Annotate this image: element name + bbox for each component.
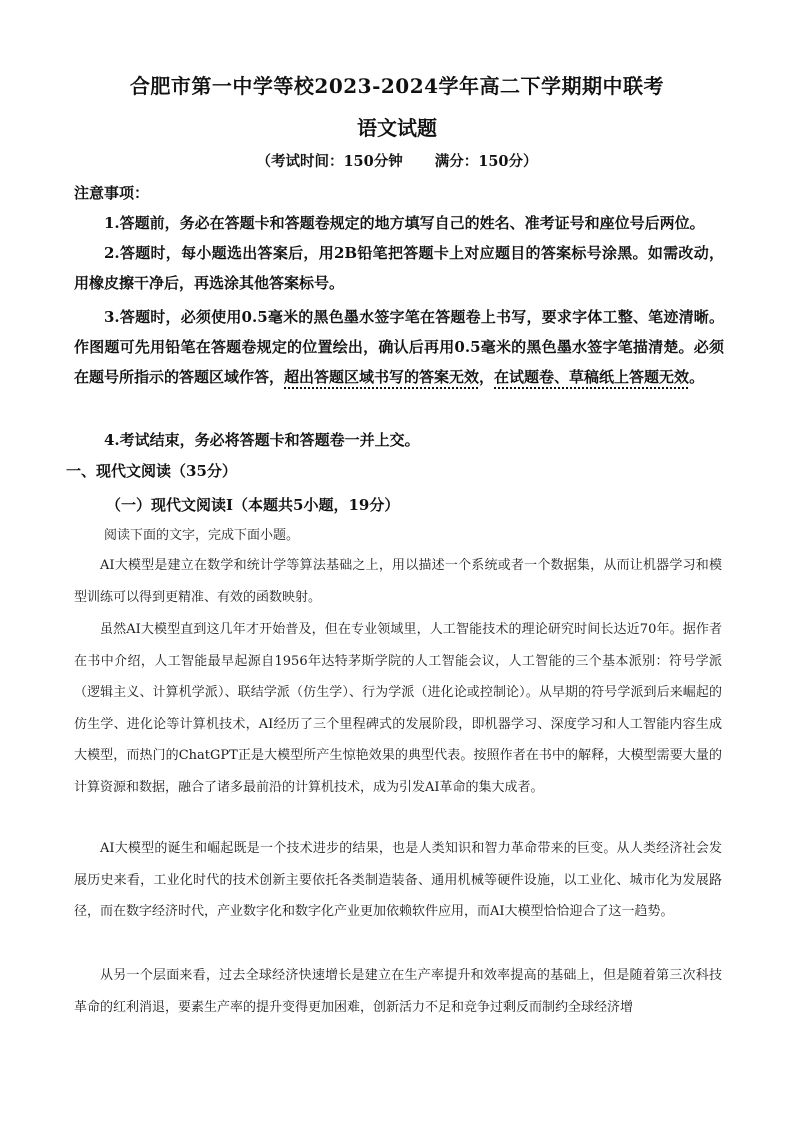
notice-item-3-emphasis-2: 在试题卷、草稿纸上答题无效 [494, 368, 690, 386]
notice-item-3-emphasis-1: 超出答题区域书写的答案无效 [284, 368, 480, 386]
reading-instruction: 阅读下面的文字，完成下面小题。 [104, 528, 300, 543]
page-subtitle: 语文试题 [357, 116, 437, 140]
passage-paragraph-4: 从另一个层面来看，过去全球经济快速增长是建立在生产率提升和效率提高的基础上，但是随着第三次科技革命的红利消退，要素生产率的提升变得更加困难，创新活力不足和竞争过剩反而制约全球经济增 [74, 968, 722, 1015]
notice-item-3-part-a: 3.答题时，必须使用0.5毫米的黑色墨水签字笔在答题卷上书写，要求字体工整、笔迹清晰。作图题可先用铅笔在答题卷规定的位置绘出，确认后再用0.5毫米的黑色墨水签字笔描清楚。必须在题号所指示的答题区域作答， [74, 308, 724, 386]
notice-item-2: 2.答题时，每小题选出答案后，用2B铅笔把答题卡上对应题目的答案标号涂黑。如需改动，用橡皮擦干净后，再选涂其他答案标号。 [74, 244, 724, 292]
notice-item-1: 1.答题前，务必在答题卡和答题卷规定的地方填写自己的姓名、准考证号和座位号后两位。 [104, 214, 705, 232]
section-heading: 一、现代文阅读（35分） [66, 462, 237, 480]
notice-item-3-part-e: 。 [689, 368, 705, 386]
passage-paragraph-3: AI大模型的诞生和崛起既是一个技术进步的结果，也是人类知识和智力革命带来的巨变。从人类经济社会发展历史来看，工业化时代的技术创新主要依托各类制造装备、通用机械等硬件设施，以工业化、城市化为发展路径，而在数字经济时代，产业数字化和数字化产业更加依赖软件应用，而AI大模型恰恰迎合了这一趋势。 [74, 841, 722, 919]
page-title: 合肥市第一中学等校2023-2024学年高二下学期期中联考 [129, 74, 665, 98]
exam-time: （考试时间：150分钟 [256, 153, 403, 170]
passage-paragraph-2: 虽然AI大模型直到这几年才开始普及，但在专业领域里，人工智能技术的理论研究时间长达近70年。据作者在书中介绍，人工智能最早起源自1956年达特茅斯学院的人工智能会议，人工智能的三个基本派别：符号学派（逻辑主义、计算机学派）、联结学派（仿生学）、行为学派（进化论或控制论）。从早期的符号学派到后来崛起的仿生学、进化论等计算机技术，AI经历了三个里程碑式的发展阶段，即机器学习、深度学习和人工智能内容生成大模型，而热门的ChatGPT正是大模型所产生惊艳效果的典型代表。按照作者在书中的解释，大模型需要大量的计算资源和数据，融合了诸多最前沿的计算机技术，成为引发AI革命的集大成者。 [74, 622, 722, 795]
notice-item-3 [74, 302, 724, 392]
full-score: 满分：150分） [434, 153, 538, 170]
notice-item-4: 4.考试结束，务必将答题卡和答题卷一并上交。 [104, 431, 420, 449]
exam-info [0, 150, 794, 171]
passage-paragraph-1: AI大模型是建立在数学和统计学等算法基础之上，用以描述一个系统或者一个数据集，从而让机器学习和模型训练可以得到更精准、有效的函数映射。 [74, 558, 722, 605]
notice-item-3-part-c: ， [479, 368, 495, 386]
notice-heading: 注意事项： [74, 184, 150, 202]
sub-section-heading: （一）现代文阅读Ⅰ（本题共5小题，19分） [106, 496, 400, 514]
